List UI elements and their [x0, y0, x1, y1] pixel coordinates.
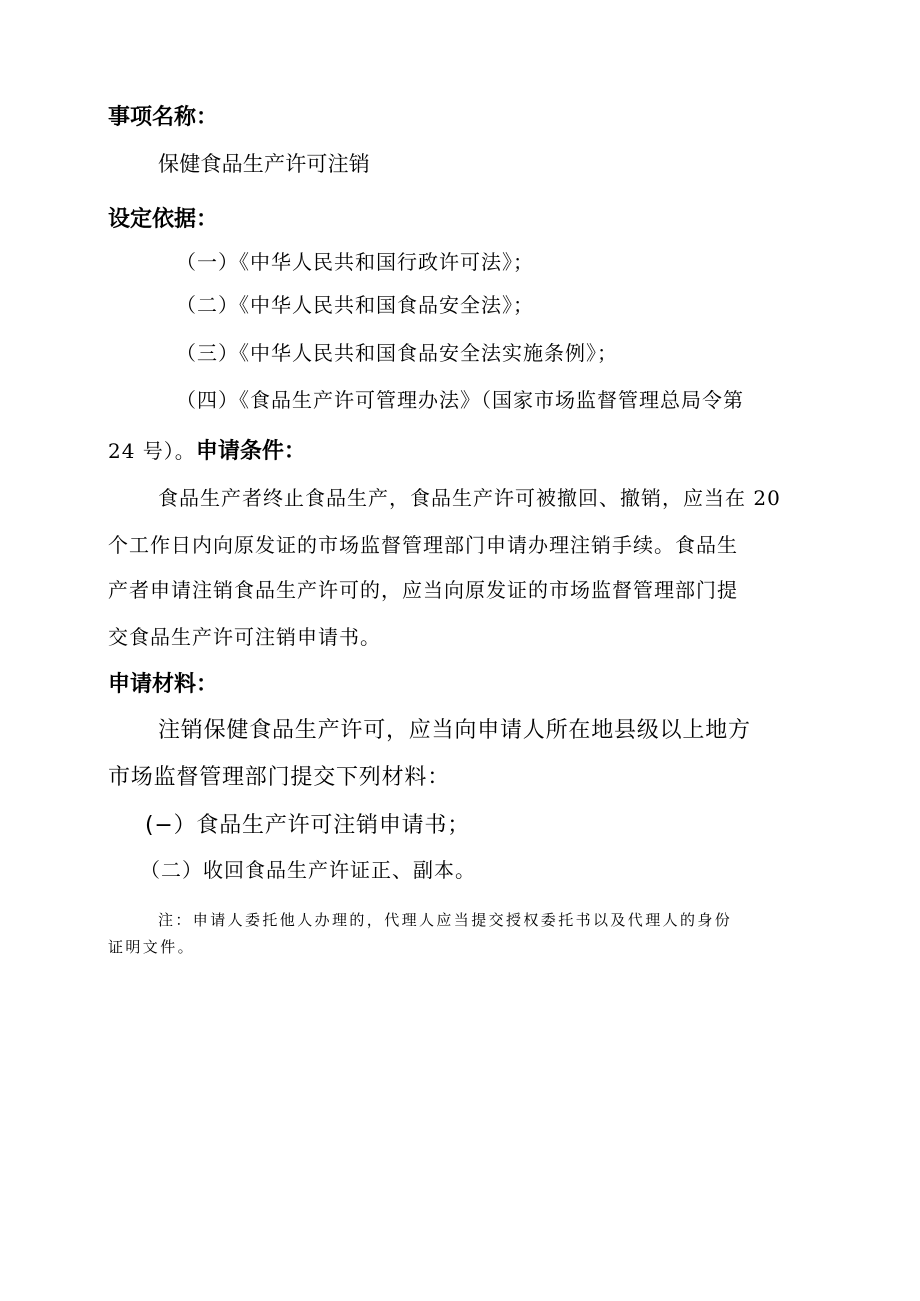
item-name-value: 保健食品生产许可注销 [158, 152, 370, 176]
material-item-2: （二）收回食品生产许证正、副本。 [140, 858, 476, 882]
basis-item-4-continued [108, 434, 306, 465]
condition-line-2: 个工作日内向原发证的市场监督管理部门申请办理注销手续。食品生 [108, 533, 738, 557]
condition-line-4: 交食品生产许可注销申请书。 [108, 625, 381, 649]
condition-heading: 申请条件： [195, 439, 306, 464]
condition-line-1: 食品生产者终止食品生产，食品生产许可被撤回、撤销，应当在 20 [158, 486, 781, 510]
condition-line-3: 产者申请注销食品生产许可的，应当向原发证的市场监督管理部门提 [108, 578, 738, 602]
basis-item-3: （三）《中华人民共和国食品安全法实施条例》； [176, 341, 618, 365]
basis-item-1: （一）《中华人民共和国行政许可法》； [176, 250, 534, 274]
item-name-heading: 事项名称： [108, 105, 219, 130]
material-item-1: (−）食品生产许可注销申请书； [145, 813, 471, 838]
note-line-2: 证明文件。 [108, 938, 196, 956]
materials-line-1: 注销保健食品生产许可，应当向申请人所在地县级以上地方 [158, 718, 751, 743]
basis-item-4: （四）《食品生产许可管理办法》（国家市场监督管理总局令第 [176, 388, 744, 412]
basis-heading: 设定依据： [108, 207, 219, 232]
basis-item-4-tail: 24 号）。 [108, 439, 196, 463]
basis-item-2: （二）《中华人民共和国食品安全法》； [176, 293, 534, 317]
note-line-1: 注：申请人委托他人办理的，代理人应当提交授权委托书以及代理人的身份 [158, 911, 733, 929]
materials-heading: 申请材料： [108, 672, 219, 697]
materials-line-2: 市场监督管理部门提交下列材料： [108, 765, 451, 790]
